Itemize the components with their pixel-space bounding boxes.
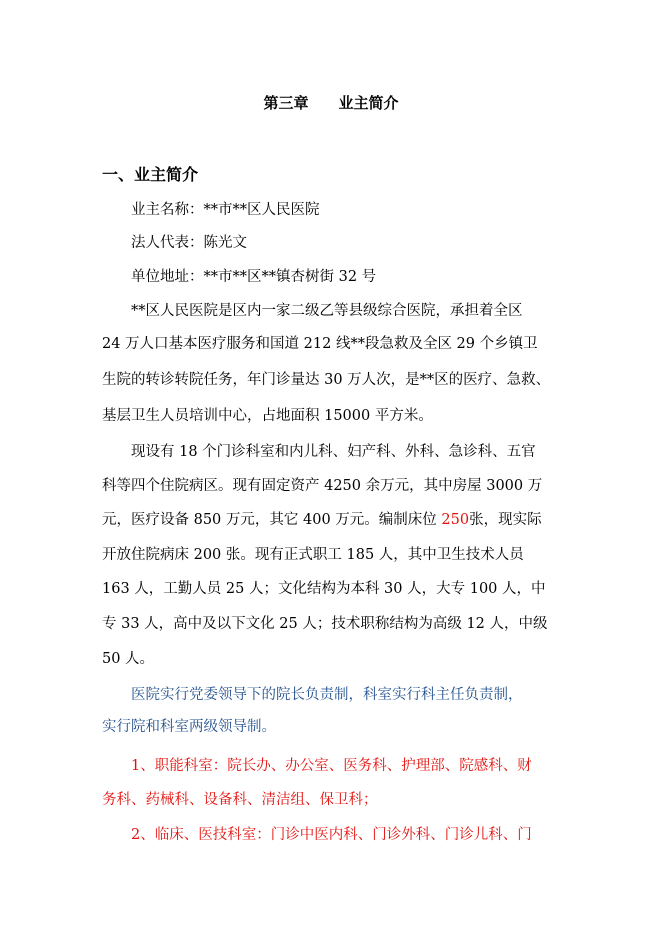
address-line: 单位地址：**市**区**镇杏树街 32 号 (131, 269, 377, 285)
bed-count-highlight: 250 (441, 512, 470, 528)
section-heading: 一、业主简介 (102, 165, 199, 184)
para2-text: 张，现实际 (469, 512, 542, 528)
para3-line: 医院实行党委领导下的院长负责制，科室实行科主任负责制， (131, 687, 523, 703)
chapter-name: 业主简介 (338, 94, 399, 112)
para1-line: 基层卫生人员培训中心，占地面积 15000 平方米。 (102, 408, 433, 424)
para1-line: 生院的转诊转院任务，年门诊量达 30 万人次，是**区的医疗、急救、 (102, 372, 551, 388)
para2-line: 163 人，工勤人员 25 人；文化结构为本科 30 人，大专 100 人，中 (102, 581, 546, 597)
para2-line: 专 33 人，高中及以下文化 25 人；技术职称结构为高级 12 人，中级 (102, 616, 548, 632)
para2-line: 开放住院病床 200 张。现有正式职工 185 人，其中卫生技术人员 (102, 547, 524, 563)
para2-line: 现设有 18 个门诊科室和内儿科、妇产科、外科、急诊科、五官 (131, 444, 536, 460)
para2-line: 科等四个住院病区。现有固定资产 4250 余万元，其中房屋 3000 万 (102, 478, 543, 494)
item2-line: 2、临床、医技科室：门诊中医内科、门诊外科、门诊儿科、门 (131, 827, 532, 843)
item1-line: 务科、药械科、设备科、清洁组、保卫科； (102, 792, 378, 808)
item1-line: 1、职能科室：院长办、办公室、医务科、护理部、院感科、财 (131, 758, 532, 774)
para1-line: **区人民医院是区内一家二级乙等县级综合医院，承担着全区 (131, 303, 523, 319)
chapter-number: 第三章 (263, 94, 309, 112)
para3-line: 实行院和科室两级领导制。 (102, 719, 276, 735)
legal-rep-line: 法人代表：陈光文 (131, 235, 247, 251)
chapter-title (0, 92, 662, 113)
para2-line: 50 人。 (102, 651, 155, 667)
para2-text: 元，医疗设备 850 万元，其它 400 万元。编制床位 (102, 512, 442, 528)
owner-name-line: 业主名称：**市**区人民医院 (131, 202, 320, 218)
para2-line (102, 510, 542, 530)
para1-line: 24 万人口基本医疗服务和国道 212 线**段急救及全区 29 个乡镇卫 (102, 336, 538, 352)
